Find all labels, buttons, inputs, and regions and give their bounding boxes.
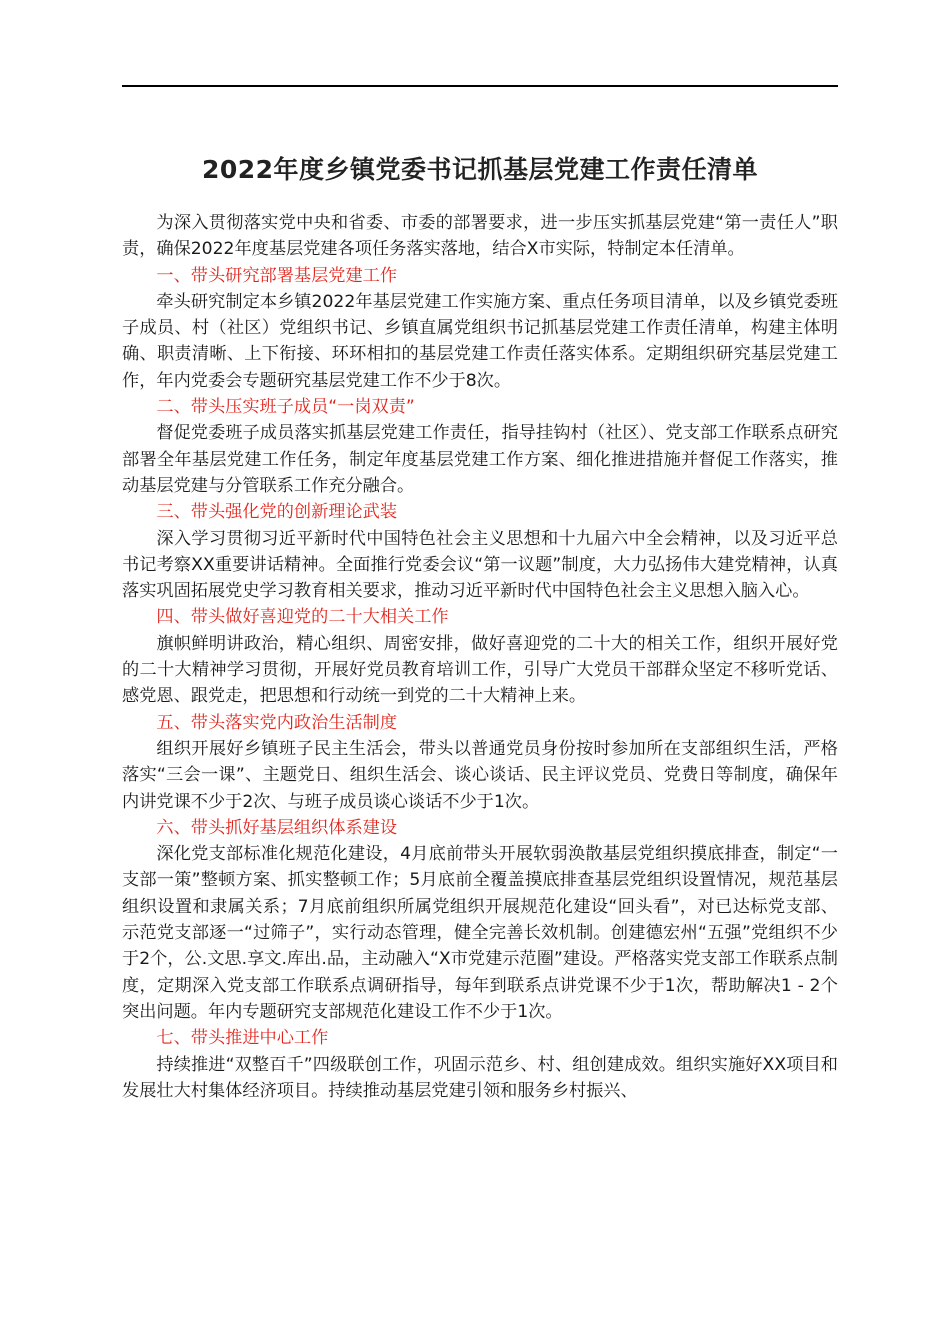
section-body-5: 组织开展好乡镇班子民主生活会，带头以普通党员身份按时参加所在支部组织生活，严格落实“三会一课”、主题党日、组织生活会、谈心谈话、民主评议党员、党费日等制度，确保年内讲党课不少于2次、与班子成员谈心谈话不少于1次。: [122, 738, 838, 812]
section-heading-2: 二、带头压实班子成员“一岗双责”: [156, 397, 415, 418]
section-heading-1: 一、带头研究部署基层党建工作: [156, 265, 398, 286]
section-body-2: 督促党委班子成员落实抓基层党建工作责任，指导挂钩村（社区）、党支部工作联系点研究部署全年基层党建工作任务，制定年度基层党建工作方案、细化推进措施并督促工作落实，推动基层党建与分管联系工作充分融合。: [122, 423, 838, 496]
section-heading-4: 四、带头做好喜迎党的二十大相关工作: [156, 607, 449, 628]
section-body-1: 牵头研究制定本乡镇2022年基层党建工作实施方案、重点任务项目清单，以及乡镇党委班子成员、村（社区）党组织书记、乡镇直属党组织书记抓基层党建工作责任清单，构建主体明确、职责清晰、上下衔接、环环相扣的基层党建工作责任落实体系。定期组织研究基层党建工作，年内党委会专题研究基层党建工作不少于8次。: [122, 291, 838, 391]
header-rule: [122, 85, 838, 87]
document-title: 2022年度乡镇党委书记抓基层党建工作责任清单: [201, 155, 759, 184]
section-heading-7: 七、带头推进中心工作: [156, 1028, 329, 1049]
section-body-4: 旗帜鲜明讲政治，精心组织、周密安排，做好喜迎党的二十大的相关工作，组织开展好党的二十大精神学习贯彻，开展好党员教育培训工作，引导广大党员干部群众坚定不移听党话、感党恩、跟党走，把思想和行动统一到党的二十大精神上来。: [122, 633, 838, 707]
section-body-6: 深化党支部标准化规范化建设，4月底前带头开展软弱涣散基层党组织摸底排查，制定“一支部一策”整顿方案、抓实整顿工作；5月底前全覆盖摸底排查基层党组织设置情况，规范基层组织设置和隶属关系；7月底前组织所属党组织开展规范化建设“回头看”，对已达标党支部、示范党支部逐一“过筛子”，实行动态管理，健全完善长效机制。创建德宏州“五强”党组织不少于2个，公.文思.享文.库出.品，主动融入“X市党建示范圈”建设。严格落实党支部工作联系点制度，定期深入党支部工作联系点调研指导，每年到联系点讲党课不少于1次，帮助解决1 - 2个突出问题。年内专题研究支部规范化建设工作不少于1次。: [122, 844, 838, 1022]
document-body: [122, 210, 838, 1104]
section-heading-3: 三、带头强化党的创新理论武装: [156, 502, 398, 523]
section-heading-6: 六、带头抓好基层组织体系建设: [156, 817, 398, 838]
intro-paragraph: 为深入贯彻落实党中央和省委、市委的部署要求，进一步压实抓基层党建“第一责任人”职责，确保2022年度基层党建各项任务落实落地，结合X市实际，特制定本任清单。: [122, 213, 838, 260]
section-body-3: 深入学习贯彻习近平新时代中国特色社会主义思想和十九届六中全会精神，以及习近平总书记考察XX重要讲话精神。全面推行党委会议“第一议题”制度，大力弘扬伟大建党精神，认真落实巩固拓展党史学习教育相关要求，推动习近平新时代中国特色社会主义思想入脑入心。: [122, 528, 838, 602]
section-heading-5: 五、带头落实党内政治生活制度: [156, 712, 398, 733]
section-body-7: 持续推进“双整百千”四级联创工作，巩固示范乡、村、组创建成效。组织实施好XX项目和发展壮大村集体经济项目。持续推动基层党建引领和服务乡村振兴、: [122, 1054, 838, 1101]
